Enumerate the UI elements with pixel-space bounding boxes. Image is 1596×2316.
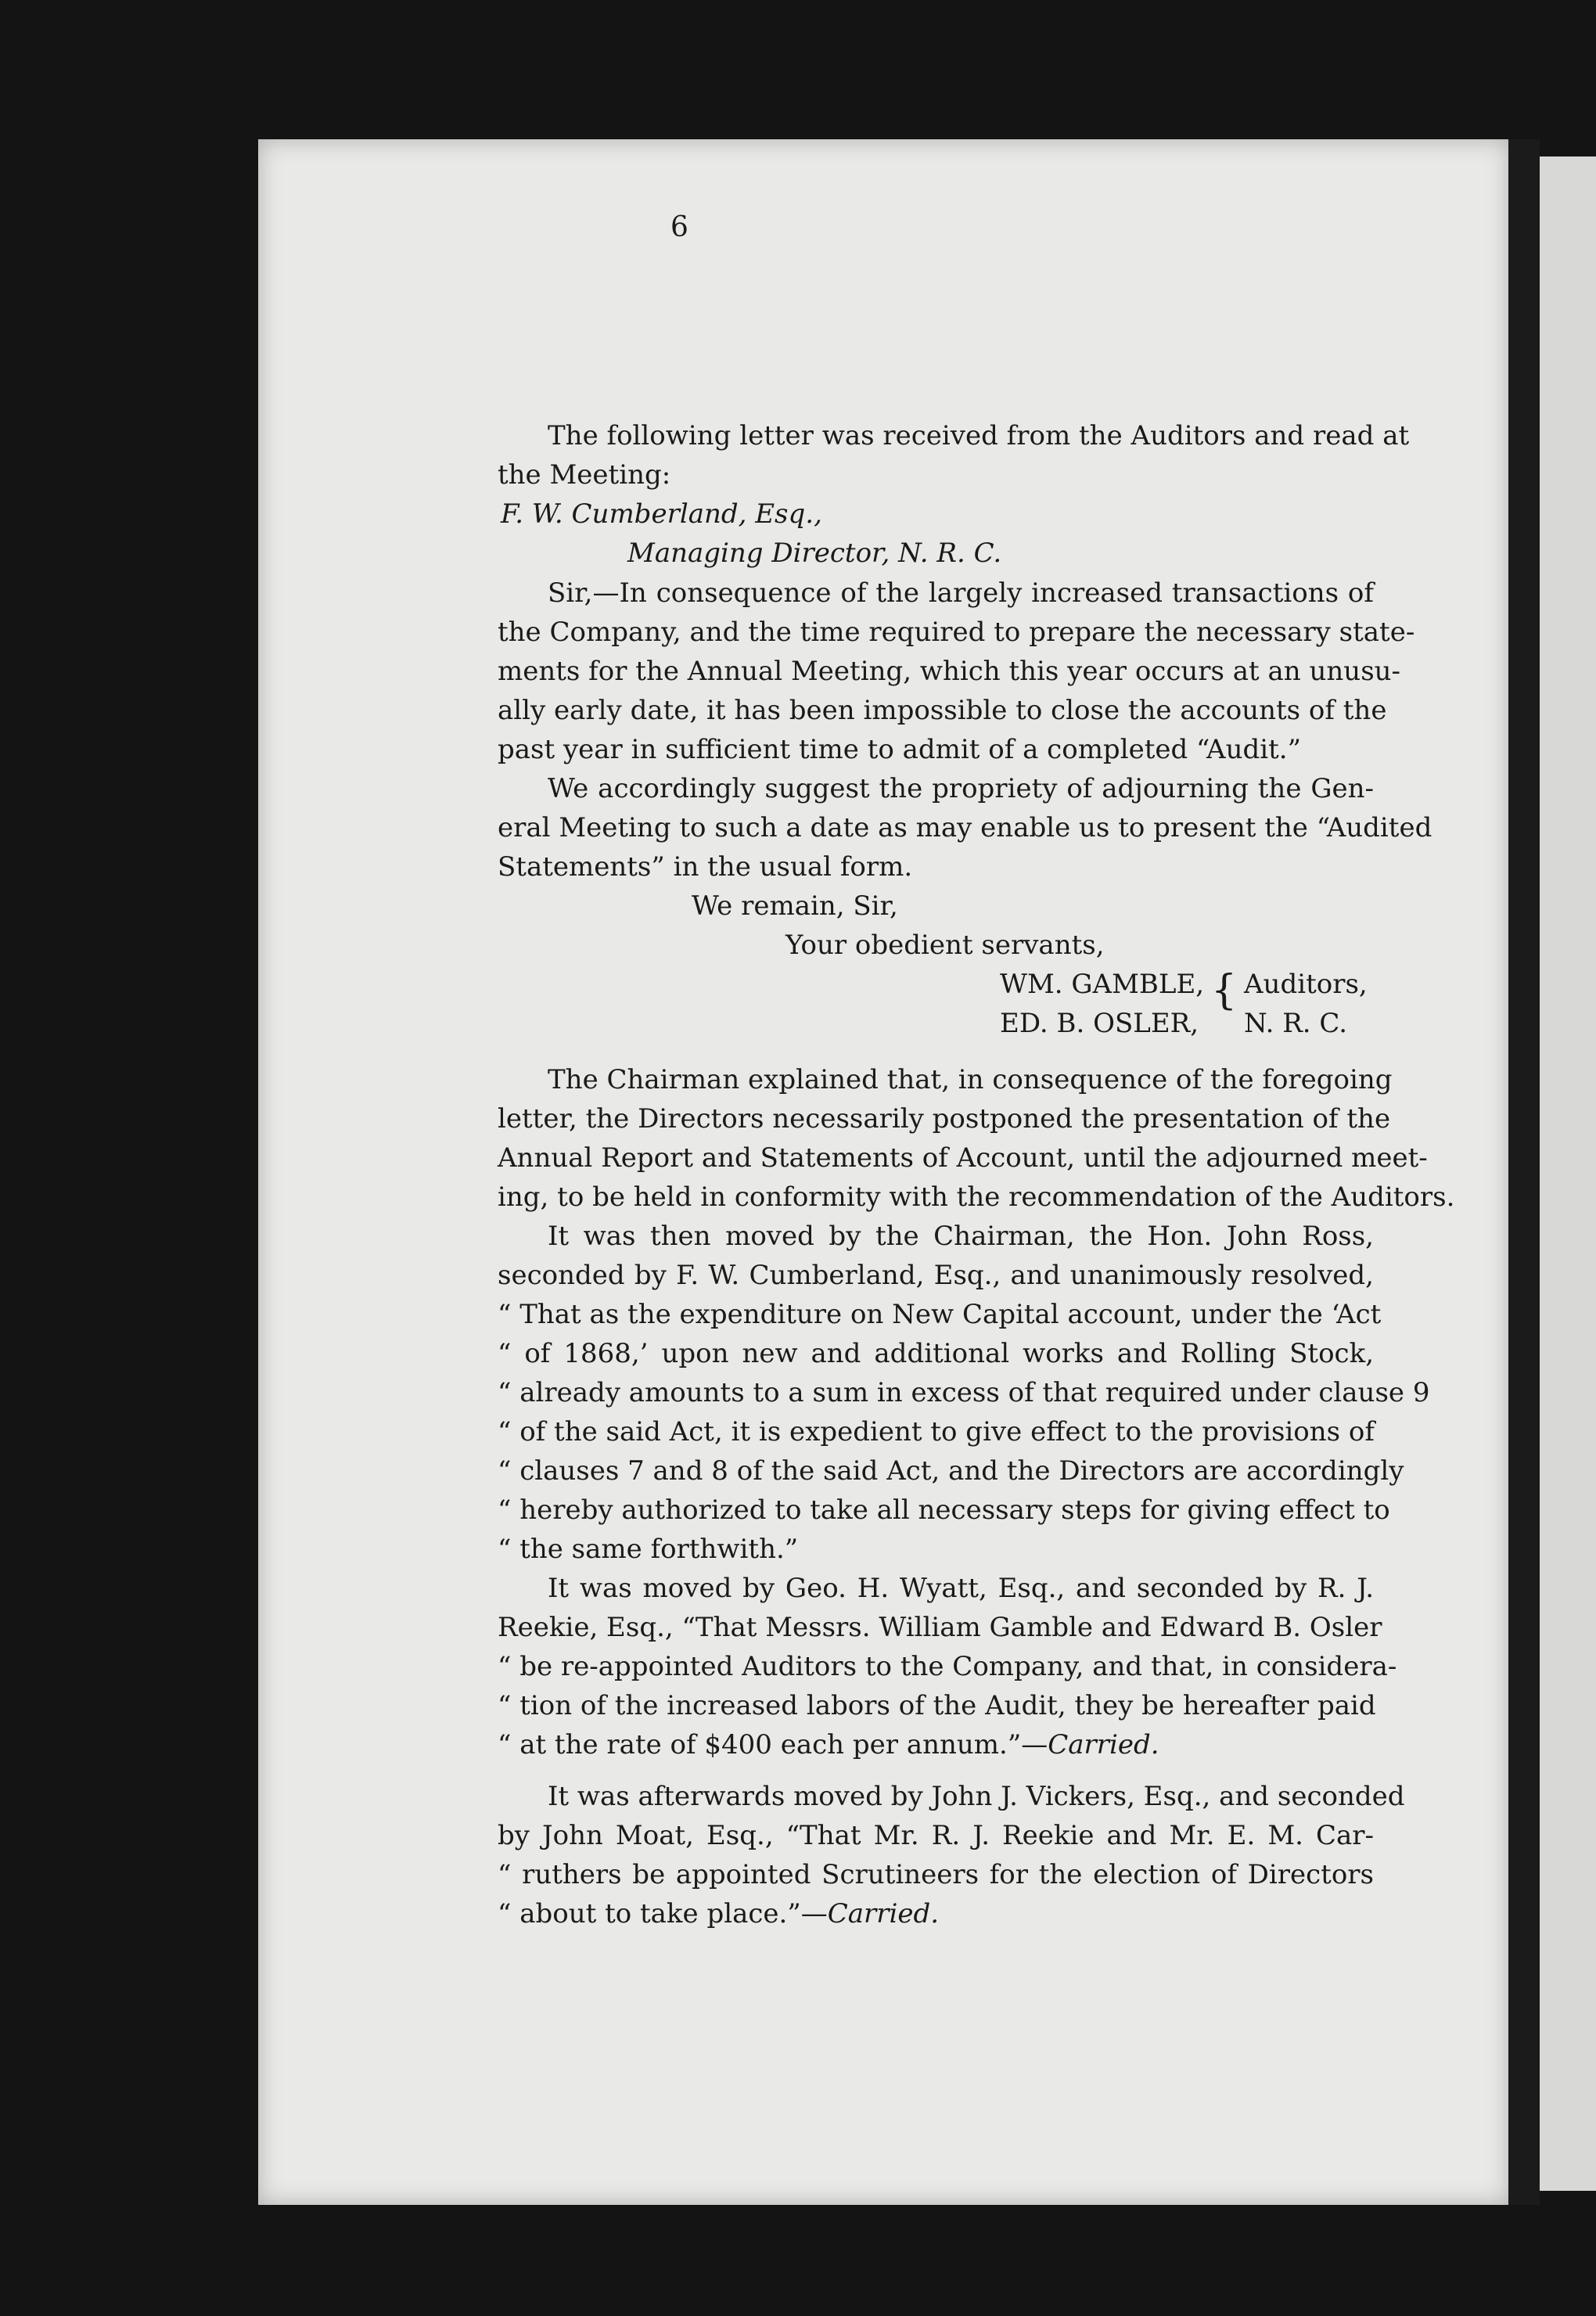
paragraph-line: “ the same forthwith.” [498,1534,799,1565]
carried-label: Carried. [827,1898,940,1929]
addressee: F. W. Cumberland, Esq., [501,498,822,530]
paragraph-line: It was moved by Geo. H. Wyatt, Esq., and seconded by R. J. [548,1573,1374,1604]
letter-line: the Company, and the time required to prepare the necessary state- [498,617,1415,648]
paragraph-line: ing, to be held in conformity with the recommendation of the Auditors. [498,1181,1455,1213]
intro-line: the Meeting: [498,459,671,491]
paragraph-line: “ hereby authorized to take all necessary steps for giving effect to [498,1494,1390,1526]
intro-line: The following letter was received from the Auditors and read at [548,420,1410,451]
page-number: 6 [670,211,688,243]
paragraph-line: “ ruthers be appointed Scrutineers for the election of Directors [498,1859,1374,1890]
paragraph-line: It was afterwards moved by John J. Vickers, Esq., and seconded [548,1781,1405,1812]
paragraph-line: “ of 1868,’ upon new and additional works and Rolling Stock, [498,1338,1374,1369]
paragraph-line: by John Moat, Esq., “That Mr. R. J. Reekie and Mr. E. M. Car- [498,1820,1374,1851]
paragraph-line: Annual Report and Statements of Account, until the adjourned meet- [498,1142,1428,1174]
paragraph-line: letter, the Directors necessarily postponed the presentation of the [498,1103,1391,1135]
carried-label: Carried. [1048,1729,1159,1760]
letter-line: Statements” in the usual form. [498,851,913,883]
letter-line: eral Meeting to such a date as may enable us to present the “Audited [498,812,1432,843]
addressee-title: Managing Director, N. R. C. [627,538,1002,569]
paragraph-line: “ about to take place.”—Carried. [498,1898,940,1929]
paragraph-line: “ That as the expenditure on New Capital account, under the ‘Act [498,1299,1382,1330]
paragraph-line: “ at the rate of $400 each per annum.”—Carried. [498,1729,1159,1760]
signatory-role: N. R. C. [1244,1008,1348,1039]
paragraph-line: “ be re-appointed Auditors to the Company, and that, in considera- [498,1651,1397,1682]
closing-line: Your obedient servants, [785,930,1105,961]
paragraph-line: “ already amounts to a sum in excess of that required under clause 9 [498,1377,1430,1408]
paragraph-line: The Chairman explained that, in consequence of the foregoing [548,1064,1393,1095]
letter-line: ally early date, it has been impossible to close the accounts of the [498,695,1387,726]
letter-line: past year in sufficient time to admit of a completed “Audit.” [498,734,1301,765]
paragraph-line: seconded by F. W. Cumberland, Esq., and unanimously resolved, [498,1260,1374,1291]
signatory-role: Auditors, [1244,969,1368,1000]
paragraph-line: “ clauses 7 and 8 of the said Act, and the Directors are accordingly [498,1455,1404,1487]
paragraph-line: It was then moved by the Chairman, the Hon. John Ross, [548,1221,1374,1252]
paragraph-line: “ of the said Act, it is expedient to give effect to the provisions of [498,1416,1375,1448]
letter-line: Sir,—In consequence of the largely increased transactions of [548,577,1374,609]
closing-line: We remain, Sir, [692,890,898,922]
brace-icon: { [1211,967,1238,1014]
signatory: ED. B. OSLER, [1000,1008,1199,1039]
letter-line: ments for the Annual Meeting, which this year occurs at an unusu- [498,656,1401,687]
letter-line: We accordingly suggest the propriety of adjourning the Gen- [548,773,1374,804]
signatory: WM. GAMBLE, [1000,969,1205,1000]
paragraph-line: Reekie, Esq., “That Messrs. William Gamble and Edward B. Osler [498,1612,1382,1643]
paragraph-line: “ tion of the increased labors of the Audit, they be hereafter paid [498,1690,1376,1721]
